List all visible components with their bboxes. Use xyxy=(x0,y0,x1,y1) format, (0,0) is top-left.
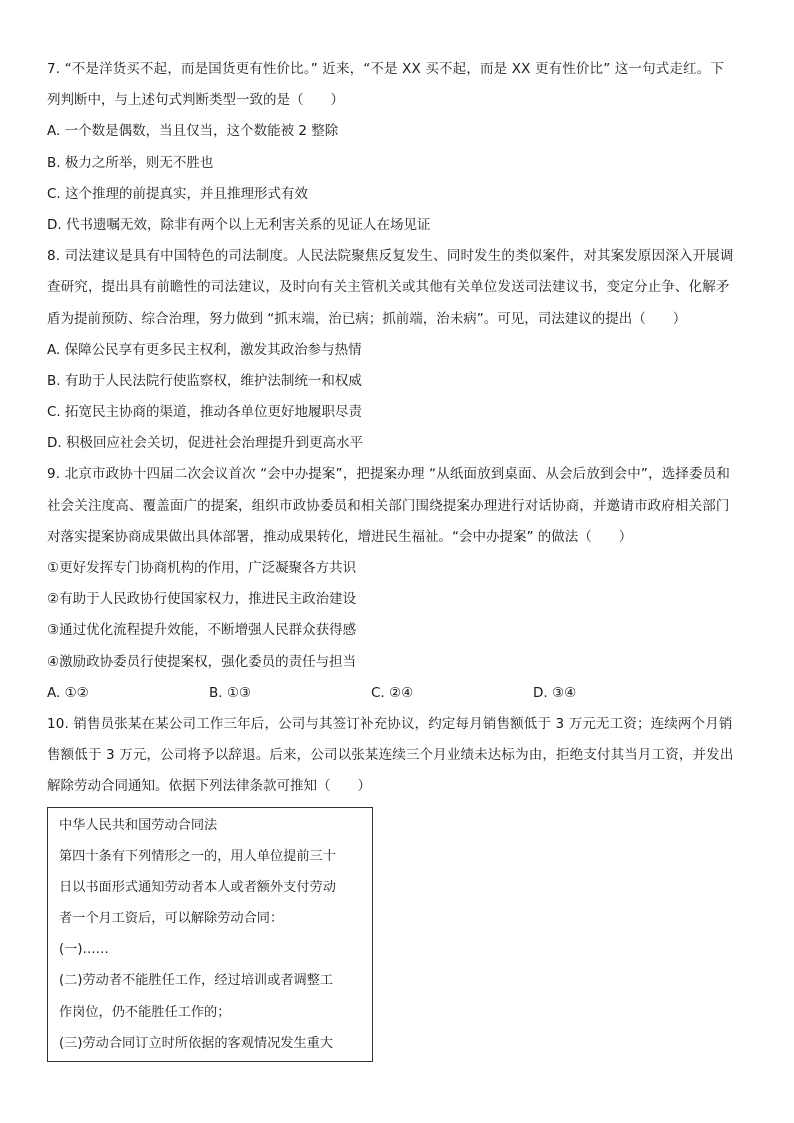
law-line-7: 作岗位，仍不能胜任工作的； xyxy=(59,1004,231,1020)
q7-stem-line-2: 列判断中，与上述句式判断类型一致的是（ ） xyxy=(47,92,344,109)
q9-statement-1: ①更好发挥专门协商机构的作用，广泛凝聚各方共识 xyxy=(47,560,357,576)
q10-stem-line-1: 10. 销售员张某在某公司工作三年后，公司与其签订补充协议，约定每月销售额低于 3 万元无工资；连续两个月销 xyxy=(47,715,733,732)
question-10 xyxy=(47,709,747,1062)
q8-option-a[interactable]: A. 保障公民享有更多民主权利，激发其政治参与热情 xyxy=(47,341,362,358)
q8-stem-line-3: 盾为提前预防、综合治理，努力做到 “抓末端，治已病；抓前端，治未病”。可见，司法建议的提出（ ） xyxy=(47,310,687,327)
q7-option-a[interactable]: A. 一个数是偶数，当且仅当，这个数能被 2 整除 xyxy=(47,123,339,140)
q8-option-d[interactable]: D. 积极回应社会关切，促进社会治理提升到更高水平 xyxy=(47,435,363,452)
q8-option-c[interactable]: C. 拓宽民主协商的渠道，推动各单位更好地履职尽责 xyxy=(47,404,363,421)
q9-option-c[interactable]: C. ②④ xyxy=(371,684,414,701)
q9-option-d[interactable]: D. ③④ xyxy=(533,684,577,701)
q9-stem-line-1: 9. 北京市政协十四届二次会议首次 “会中办提案”，把提案办理 “从纸面放到桌面、从会后放到会中”，选择委员和 xyxy=(47,466,730,483)
law-line-5: (一)…… xyxy=(59,942,109,958)
q8-option-b[interactable]: B. 有助于人民法院行使监察权，维护法制统一和权威 xyxy=(47,372,362,389)
q7-option-c[interactable]: C. 这个推理的前提真实，并且推理形式有效 xyxy=(47,185,309,202)
question-7 xyxy=(47,54,747,241)
q7-option-d[interactable]: D. 代书遗嘱无效，除非有两个以上无利害关系的见证人在场见证 xyxy=(47,216,431,233)
q10-stem-line-2: 售额低于 3 万元，公司将予以辞退。后来，公司以张某连续三个月业绩未达标为由，拒绝支付其当月工资，并发出 xyxy=(47,747,734,764)
q9-stem-line-2: 社会关注度高、覆盖面广的提案，组织市政协委员和相关部门围绕提案办理进行对话协商，并邀请市政府相关部门 xyxy=(47,497,730,514)
q9-option-a[interactable]: A. ①② xyxy=(47,684,89,701)
law-line-8: (三)劳动合同订立时所依据的客观情况发生重大 xyxy=(59,1035,334,1051)
law-line-4: 者一个月工资后，可以解除劳动合同： xyxy=(59,911,284,927)
q7-option-b[interactable]: B. 极力之所举，则无不胜也 xyxy=(47,154,214,171)
law-title: 中华人民共和国劳动合同法 xyxy=(59,817,218,833)
q8-stem-line-1: 8. 司法建议是具有中国特色的司法制度。人民法院聚焦反复发生、同时发生的类似案件，对其案发原因深入开展调 xyxy=(47,248,734,265)
q10-stem-line-3: 解除劳动合同通知。依据下列法律条款可推知（ ） xyxy=(47,778,371,795)
law-line-2: 第四十条有下列情形之一的，用人单位提前三十 xyxy=(59,848,336,864)
q9-option-b[interactable]: B. ①③ xyxy=(209,684,252,701)
question-8 xyxy=(47,241,747,459)
q8-stem-line-2: 查研究，提出具有前瞻性的司法建议，及时向有关主管机关或其他有关单位发送司法建议书，变定分止争、化解矛 xyxy=(47,279,730,296)
q9-statement-3: ③通过优化流程提升效能，不断增强人民群众获得感 xyxy=(47,622,357,639)
q9-stem-line-3: 对落实提案协商成果做出具体部署，推动成果转化，增进民生福祉。“会中办提案” 的做法（ ） xyxy=(47,528,633,545)
q9-options-row xyxy=(47,678,747,709)
law-line-6: (二)劳动者不能胜任工作，经过培训或者调整工 xyxy=(59,973,334,989)
q9-statement-4: ④激励政协委员行使提案权，强化委员的责任与担当 xyxy=(47,653,357,670)
q7-stem-line-1: 7. “不是洋货买不起，而是国货更有性价比。” 近来，“不是 XX 买不起，而是 XX 更有性价比” 这一句式走红。下 xyxy=(47,61,724,77)
q9-statement-2: ②有助于人民政协行使国家权力，推进民主政治建设 xyxy=(47,591,357,608)
question-9 xyxy=(47,459,747,709)
exam-page xyxy=(47,54,747,1062)
law-line-3: 日以书面形式通知劳动者本人或者额外支付劳动 xyxy=(59,879,336,895)
law-excerpt-box xyxy=(47,807,373,1063)
